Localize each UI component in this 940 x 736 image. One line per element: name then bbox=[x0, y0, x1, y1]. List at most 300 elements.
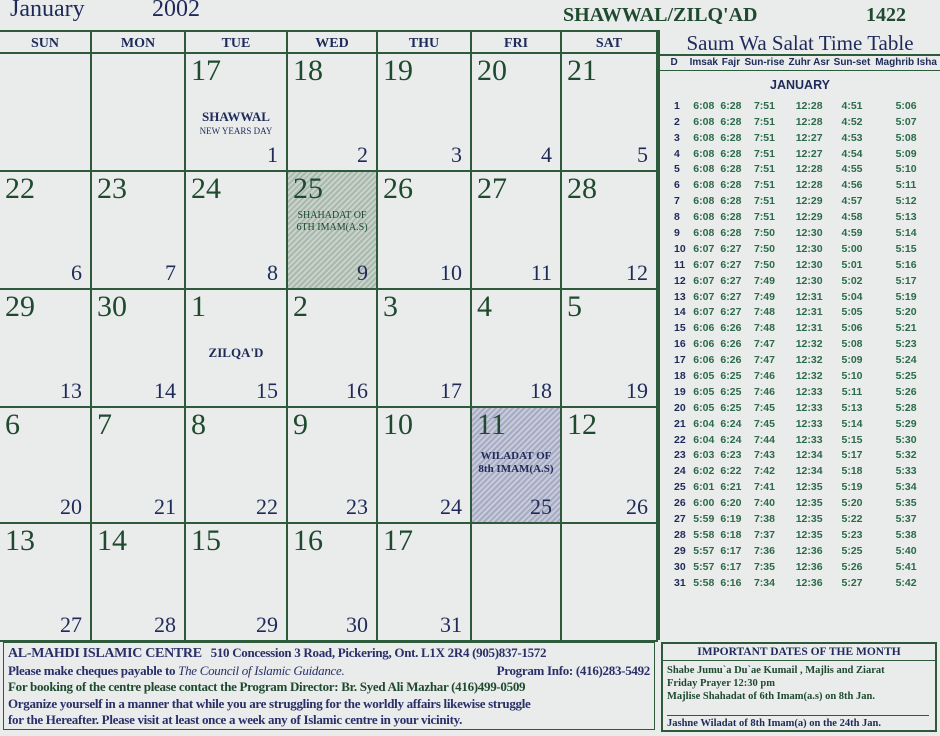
gregorian-date: 17 bbox=[440, 378, 462, 403]
calendar-day[interactable] bbox=[186, 408, 288, 524]
islamic-date: 15 bbox=[191, 524, 221, 557]
islamic-date: 8 bbox=[191, 408, 206, 441]
gregorian-date: 18 bbox=[530, 378, 552, 403]
timetable-cell: 7 bbox=[674, 195, 680, 208]
islamic-date: 28 bbox=[567, 172, 597, 205]
important-item: Shabe Jumu`a Du`ae Kumail , Majlis and Ziarat bbox=[667, 665, 885, 676]
timetable-cell: 12:31 bbox=[795, 306, 823, 319]
gregorian-date: 6 bbox=[71, 260, 82, 285]
important-item: Majlise Shahadat of 6th Imam(a.s) on 8th Jan. bbox=[667, 691, 875, 702]
islamic-date: 21 bbox=[567, 54, 597, 87]
timetable-cell: 8 bbox=[674, 211, 680, 224]
important-item: Friday Prayer 12:30 pm bbox=[667, 678, 775, 689]
timetable-cell: 7:41 bbox=[753, 481, 775, 494]
timetable-cell: 6:02 bbox=[693, 465, 715, 478]
timetable-cell: 5:42 bbox=[895, 576, 917, 589]
timetable-cell: 5:04 bbox=[841, 290, 863, 303]
timetable-cell: 7:50 bbox=[753, 242, 775, 255]
timetable-cell: 25 bbox=[674, 481, 686, 494]
timetable-cell: 6 bbox=[674, 179, 680, 192]
gregorian-date: 3 bbox=[451, 142, 462, 167]
islamic-date: 9 bbox=[293, 408, 308, 441]
timetable-cell: 12:34 bbox=[795, 465, 823, 478]
calendar-day[interactable] bbox=[186, 172, 288, 290]
timetable-cell: 5:40 bbox=[895, 544, 917, 557]
timetable-cell: 6:08 bbox=[693, 226, 715, 239]
timetable-row bbox=[660, 495, 940, 511]
islamic-year: 1422 bbox=[866, 4, 906, 26]
timetable-cell: 7:51 bbox=[753, 99, 775, 112]
timetable-cell: 12:30 bbox=[795, 242, 823, 255]
islamic-date: 19 bbox=[383, 54, 413, 87]
important-dates bbox=[661, 642, 937, 732]
timetable-cell: 6:03 bbox=[693, 449, 715, 462]
islamic-date: 7 bbox=[97, 408, 112, 441]
islamic-date: 1 bbox=[191, 290, 206, 323]
calendar-day[interactable] bbox=[186, 290, 288, 408]
timetable-cell: 7:45 bbox=[753, 401, 775, 414]
calendar-day[interactable] bbox=[92, 408, 186, 524]
timetable-row bbox=[660, 193, 940, 209]
timetable-cell: 5:19 bbox=[841, 481, 863, 494]
islamic-date: 26 bbox=[383, 172, 413, 205]
timetable-title: Saum Wa Salat Time Table bbox=[686, 31, 914, 55]
timetable-cell: 12:32 bbox=[795, 338, 823, 351]
gregorian-date: 22 bbox=[256, 494, 278, 519]
gregorian-date: 24 bbox=[440, 494, 462, 519]
day-header-sat: SAT bbox=[562, 32, 658, 54]
timetable-cell: 12:32 bbox=[795, 369, 823, 382]
timetable-cell: 4:52 bbox=[841, 115, 863, 128]
timetable-cell: 5:17 bbox=[895, 274, 917, 287]
timetable-cell: 7:51 bbox=[753, 211, 775, 224]
timetable-row bbox=[660, 559, 940, 575]
timetable-cell: 6:28 bbox=[720, 226, 742, 239]
day-note-text: SHAHADAT OF 6TH IMAM(A.S) bbox=[296, 210, 368, 233]
payee: The Council of Islamic Guidance. bbox=[178, 662, 345, 678]
timetable-cell: 5:57 bbox=[693, 544, 715, 557]
timetable-cell: 12:36 bbox=[795, 560, 823, 573]
timetable-cell: 5:30 bbox=[895, 433, 917, 446]
timetable-cell: 6:27 bbox=[720, 242, 742, 255]
timetable-cell: 6:06 bbox=[693, 338, 715, 351]
timetable-row bbox=[660, 575, 940, 591]
timetable-cell: 5:57 bbox=[693, 560, 715, 573]
timetable-cell: 6:08 bbox=[693, 195, 715, 208]
timetable-cell: 7:51 bbox=[753, 179, 775, 192]
timetable-row bbox=[660, 241, 940, 257]
timetable-cell: 5:29 bbox=[895, 417, 917, 430]
day-note bbox=[186, 110, 286, 138]
timetable-cell: 5:26 bbox=[895, 385, 917, 398]
islamic-date: 29 bbox=[5, 290, 35, 323]
islamic-date: 11 bbox=[477, 408, 506, 441]
timetable-month: JANUARY bbox=[770, 77, 830, 92]
timetable-cell: 17 bbox=[674, 354, 686, 367]
timetable-cell: 7:45 bbox=[753, 417, 775, 430]
timetable-cell: 7:34 bbox=[753, 576, 775, 589]
timetable-cell: 7:51 bbox=[753, 163, 775, 176]
timetable-cell: 6:25 bbox=[720, 385, 742, 398]
timetable-cell: 12:27 bbox=[795, 147, 823, 160]
islamic-date: 20 bbox=[477, 54, 507, 87]
islamic-date: 13 bbox=[5, 524, 35, 557]
timetable-cell: 6:07 bbox=[693, 290, 715, 303]
timetable-cell: 7:46 bbox=[753, 369, 775, 382]
timetable-cell: 5:13 bbox=[895, 211, 917, 224]
program-info: Program Info: (416)283-5492 bbox=[496, 662, 650, 678]
gregorian-date: 23 bbox=[346, 494, 368, 519]
timetable-cell: 15 bbox=[674, 322, 686, 335]
timetable-cell: 6:27 bbox=[720, 306, 742, 319]
calendar-day[interactable] bbox=[378, 408, 472, 524]
timetable-row bbox=[660, 98, 940, 114]
calendar-day[interactable] bbox=[378, 524, 472, 642]
timetable-cell: 26 bbox=[674, 497, 686, 510]
timetable-col-header: Sun-rise bbox=[742, 55, 786, 71]
timetable-cell: 6:28 bbox=[720, 211, 742, 224]
timetable-cell: 24 bbox=[674, 465, 686, 478]
timetable-cell: 7:48 bbox=[753, 322, 775, 335]
calendar-day[interactable] bbox=[92, 524, 186, 642]
month-title: January bbox=[10, 0, 85, 22]
timetable-row bbox=[660, 161, 940, 177]
centre-address: 510 Concession 3 Road, Pickering, Ont. L1X 2R4 (905)837-1572 bbox=[210, 645, 547, 660]
calendar-day[interactable] bbox=[92, 172, 186, 290]
timetable-row bbox=[660, 289, 940, 305]
calendar-day[interactable] bbox=[288, 290, 378, 408]
islamic-date: 6 bbox=[5, 408, 20, 441]
timetable-cell: 5:20 bbox=[895, 306, 917, 319]
timetable-cell: 5:18 bbox=[841, 465, 863, 478]
gregorian-date: 7 bbox=[165, 260, 176, 285]
gregorian-date: 19 bbox=[626, 378, 648, 403]
timetable-cell: 5:21 bbox=[895, 322, 917, 335]
gregorian-date: 14 bbox=[154, 378, 176, 403]
calendar-day[interactable] bbox=[472, 54, 562, 172]
gregorian-date: 4 bbox=[541, 142, 552, 167]
timetable-cell: 9 bbox=[674, 226, 680, 239]
timetable-cell: 6:27 bbox=[720, 258, 742, 271]
calendar-day[interactable] bbox=[378, 172, 472, 290]
timetable-cell: 5:19 bbox=[895, 290, 917, 303]
timetable-row bbox=[660, 479, 940, 495]
calendar-day[interactable] bbox=[472, 408, 562, 524]
timetable-cell: 6:28 bbox=[720, 163, 742, 176]
islamic-date: 30 bbox=[97, 290, 127, 323]
calendar-empty-cell bbox=[562, 524, 658, 642]
gregorian-date: 10 bbox=[440, 260, 462, 285]
timetable-cell: 2 bbox=[674, 115, 680, 128]
timetable-cell: 6:18 bbox=[720, 528, 742, 541]
timetable-cell: 6:20 bbox=[720, 497, 742, 510]
timetable-cell: 7:36 bbox=[753, 544, 775, 557]
timetable-cell: 7:38 bbox=[753, 512, 775, 525]
calendar-day[interactable] bbox=[562, 172, 658, 290]
timetable-cell: 12:27 bbox=[795, 131, 823, 144]
year-title: 2002 bbox=[152, 0, 200, 22]
calendar-day[interactable] bbox=[0, 290, 92, 408]
timetable-cell: 7:51 bbox=[753, 195, 775, 208]
important-item-last: Jashne Wiladat of 8th Imam(a) on the 24th Jan. bbox=[667, 715, 929, 729]
timetable-cell: 5:23 bbox=[841, 528, 863, 541]
timetable-cell: 6:28 bbox=[720, 179, 742, 192]
advice-line-1: Organize yourself in a manner that while you are struggling for the worldly affairs likewise struggle bbox=[8, 695, 531, 711]
calendar-day[interactable] bbox=[0, 408, 92, 524]
timetable-cell: 12:28 bbox=[795, 115, 823, 128]
timetable-row bbox=[660, 336, 940, 352]
timetable-cell: 4:59 bbox=[841, 226, 863, 239]
timetable-row bbox=[660, 527, 940, 543]
timetable-cell: 5:58 bbox=[693, 576, 715, 589]
timetable-cell: 12:28 bbox=[795, 163, 823, 176]
timetable-cell: 5:16 bbox=[895, 258, 917, 271]
timetable-cell: 6:08 bbox=[693, 211, 715, 224]
timetable-cell: 5:59 bbox=[693, 512, 715, 525]
timetable-cell: 5:38 bbox=[895, 528, 917, 541]
timetable-cell: 6:00 bbox=[693, 497, 715, 510]
timetable-cell: 5:15 bbox=[841, 433, 863, 446]
timetable-cell: 6:25 bbox=[720, 401, 742, 414]
gregorian-date: 15 bbox=[256, 378, 278, 403]
timetable-cell: 12:30 bbox=[795, 258, 823, 271]
timetable-cell: 7:47 bbox=[753, 354, 775, 367]
gregorian-date: 25 bbox=[530, 494, 552, 519]
timetable-cell: 31 bbox=[674, 576, 686, 589]
calendar-day[interactable] bbox=[288, 408, 378, 524]
timetable-col-header: Fajr bbox=[719, 55, 742, 71]
timetable-cell: 14 bbox=[674, 306, 686, 319]
islamic-date: 17 bbox=[191, 54, 221, 87]
timetable-cell: 7:50 bbox=[753, 258, 775, 271]
centre-name: AL-MAHDI ISLAMIC CENTRE bbox=[8, 646, 202, 661]
timetable-cell: 6:28 bbox=[720, 115, 742, 128]
timetable-cell: 5:14 bbox=[895, 226, 917, 239]
timetable-cell: 6:08 bbox=[693, 147, 715, 160]
gregorian-date: 26 bbox=[626, 494, 648, 519]
timetable-cell: 4:57 bbox=[841, 195, 863, 208]
important-title: IMPORTANT DATES OF THE MONTH bbox=[663, 644, 935, 661]
gregorian-date: 5 bbox=[637, 142, 648, 167]
calendar-day[interactable] bbox=[186, 524, 288, 642]
timetable-cell: 6:28 bbox=[720, 131, 742, 144]
timetable-cell: 4:56 bbox=[841, 179, 863, 192]
timetable-cell: 12:35 bbox=[795, 512, 823, 525]
gregorian-date: 21 bbox=[154, 494, 176, 519]
day-note-sub: NEW YEARS DAY bbox=[199, 126, 273, 136]
islamic-date: 2 bbox=[293, 290, 308, 323]
gregorian-date: 2 bbox=[357, 142, 368, 167]
timetable-cell: 6:08 bbox=[693, 115, 715, 128]
timetable-cell: 12:28 bbox=[795, 179, 823, 192]
timetable-cell: 5:32 bbox=[895, 449, 917, 462]
timetable-cell: 3 bbox=[674, 131, 680, 144]
timetable-cell: 7:50 bbox=[753, 226, 775, 239]
day-note-text: WILADAT OF 8th IMAM(A.S) bbox=[478, 450, 554, 475]
timetable-cell: 6:06 bbox=[693, 322, 715, 335]
calendar-day[interactable] bbox=[562, 54, 658, 172]
timetable-row bbox=[660, 257, 940, 273]
timetable-cell: 12:33 bbox=[795, 401, 823, 414]
timetable-cell: 4:54 bbox=[841, 147, 863, 160]
calendar-day[interactable] bbox=[288, 172, 378, 290]
calendar-day[interactable] bbox=[562, 408, 658, 524]
timetable-cell: 12:33 bbox=[795, 433, 823, 446]
timetable-cell: 6:16 bbox=[720, 576, 742, 589]
timetable-cell: 13 bbox=[674, 290, 686, 303]
calendar-day[interactable] bbox=[378, 54, 472, 172]
timetable-cell: 5 bbox=[674, 163, 680, 176]
timetable-cell: 5:06 bbox=[895, 99, 917, 112]
timetable-row bbox=[660, 368, 940, 384]
timetable-cell: 12:32 bbox=[795, 354, 823, 367]
timetable-cell: 7:40 bbox=[753, 497, 775, 510]
timetable-cell: 6:26 bbox=[720, 354, 742, 367]
gregorian-date: 1 bbox=[267, 142, 278, 167]
calendar-day[interactable] bbox=[472, 290, 562, 408]
timetable-cell: 5:33 bbox=[895, 465, 917, 478]
calendar-day[interactable] bbox=[0, 172, 92, 290]
timetable-cell: 7:44 bbox=[753, 433, 775, 446]
timetable-cell: 5:12 bbox=[895, 195, 917, 208]
timetable-cell: 12:33 bbox=[795, 385, 823, 398]
islamic-date: 24 bbox=[191, 172, 221, 205]
centre-info bbox=[3, 642, 655, 730]
timetable-cell: 6:28 bbox=[720, 147, 742, 160]
timetable-cell: 18 bbox=[674, 369, 686, 382]
timetable-cell: 6:21 bbox=[720, 481, 742, 494]
timetable-cell: 12 bbox=[674, 274, 686, 287]
timetable-cell: 7:47 bbox=[753, 338, 775, 351]
timetable-cell: 6:23 bbox=[720, 449, 742, 462]
timetable-row bbox=[660, 384, 940, 400]
islamic-date: 18 bbox=[293, 54, 323, 87]
calendar-empty-cell bbox=[472, 524, 562, 642]
timetable-cell: 6:08 bbox=[693, 179, 715, 192]
timetable-row bbox=[660, 209, 940, 225]
timetable-cell: 5:58 bbox=[693, 528, 715, 541]
calendar-day[interactable] bbox=[92, 290, 186, 408]
timetable-cell: 5:10 bbox=[841, 369, 863, 382]
timetable-row bbox=[660, 511, 940, 527]
timetable-cell: 7:51 bbox=[753, 115, 775, 128]
timetable-cell: 16 bbox=[674, 338, 686, 351]
timetable-cell: 5:25 bbox=[895, 369, 917, 382]
timetable-cell: 6:07 bbox=[693, 274, 715, 287]
timetable-cell: 7:51 bbox=[753, 131, 775, 144]
timetable-row bbox=[660, 432, 940, 448]
day-note bbox=[472, 450, 560, 476]
timetable-cell: 10 bbox=[674, 242, 686, 255]
timetable-cell: 19 bbox=[674, 385, 686, 398]
timetable-cell: 5:01 bbox=[841, 258, 863, 271]
timetable-cell: 12:35 bbox=[795, 497, 823, 510]
calendar-day[interactable] bbox=[288, 54, 378, 172]
timetable-cell: 6:05 bbox=[693, 369, 715, 382]
islamic-date: 27 bbox=[477, 172, 507, 205]
timetable-cell: 6:28 bbox=[720, 195, 742, 208]
timetable-cell: 5:22 bbox=[841, 512, 863, 525]
timetable-cell: 7:48 bbox=[753, 306, 775, 319]
timetable-cell: 28 bbox=[674, 528, 686, 541]
timetable-cell: 6:24 bbox=[720, 433, 742, 446]
timetable-cell: 5:14 bbox=[841, 417, 863, 430]
timetable-cell: 5:37 bbox=[895, 512, 917, 525]
timetable-cell: 11 bbox=[674, 258, 686, 271]
timetable-cell: 5:17 bbox=[841, 449, 863, 462]
timetable-cell: 12:30 bbox=[795, 226, 823, 239]
day-header-thu: THU bbox=[378, 32, 472, 54]
timetable-cell: 6:26 bbox=[720, 322, 742, 335]
gregorian-date: 31 bbox=[440, 612, 462, 637]
timetable-cell: 7:37 bbox=[753, 528, 775, 541]
gregorian-date: 16 bbox=[346, 378, 368, 403]
timetable-cell: 6:05 bbox=[693, 385, 715, 398]
calendar-day[interactable] bbox=[0, 524, 92, 642]
calendar-day[interactable] bbox=[562, 290, 658, 408]
timetable-row bbox=[660, 416, 940, 432]
timetable-row bbox=[660, 146, 940, 162]
timetable-cell: 5:23 bbox=[895, 338, 917, 351]
timetable-row bbox=[660, 447, 940, 463]
calendar-day[interactable] bbox=[288, 524, 378, 642]
gregorian-date: 11 bbox=[530, 260, 552, 285]
islamic-date: 16 bbox=[293, 524, 323, 557]
timetable-cell: 6:08 bbox=[693, 163, 715, 176]
day-header-tue: TUE bbox=[186, 32, 288, 54]
timetable-cell: 4 bbox=[674, 147, 680, 160]
calendar-empty-cell bbox=[92, 54, 186, 172]
timetable-row bbox=[660, 463, 940, 479]
timetable-cell: 12:36 bbox=[795, 544, 823, 557]
calendar-day[interactable] bbox=[186, 54, 288, 172]
timetable-cell: 6:04 bbox=[693, 417, 715, 430]
timetable-cell: 5:35 bbox=[895, 497, 917, 510]
gregorian-date: 8 bbox=[267, 260, 278, 285]
gregorian-date: 28 bbox=[154, 612, 176, 637]
islamic-date: 14 bbox=[97, 524, 127, 557]
timetable-cell: 12:35 bbox=[795, 528, 823, 541]
timetable-cell: 5:11 bbox=[841, 385, 863, 398]
day-header-mon: MON bbox=[92, 32, 186, 54]
timetable-row bbox=[660, 114, 940, 130]
booking-info: For booking of the centre please contact the Program Director: Br. Syed Ali Mazhar (416)499-0509 bbox=[8, 679, 526, 694]
islamic-date: 5 bbox=[567, 290, 582, 323]
timetable-cell: 12:34 bbox=[795, 449, 823, 462]
timetable-cell: 1 bbox=[674, 99, 680, 112]
calendar-day[interactable] bbox=[472, 172, 562, 290]
timetable-col-header: Imsak bbox=[688, 55, 719, 71]
timetable-cell: 21 bbox=[674, 417, 686, 430]
timetable-cell: 6:01 bbox=[693, 481, 715, 494]
calendar-empty-cell bbox=[0, 54, 92, 172]
timetable-row bbox=[660, 304, 940, 320]
calendar-day[interactable] bbox=[378, 290, 472, 408]
day-note bbox=[186, 346, 286, 360]
timetable-table bbox=[660, 54, 940, 591]
calendar-grid bbox=[0, 30, 658, 642]
timetable-cell: 12:35 bbox=[795, 481, 823, 494]
timetable-row bbox=[660, 543, 940, 559]
timetable-cell: 5:26 bbox=[841, 560, 863, 573]
timetable-cell: 4:58 bbox=[841, 211, 863, 224]
gregorian-date: 13 bbox=[60, 378, 82, 403]
timetable-cell: 30 bbox=[674, 560, 686, 573]
timetable-cell: 12:36 bbox=[795, 576, 823, 589]
timetable-cell: 5:08 bbox=[895, 131, 917, 144]
timetable-cell: 6:08 bbox=[693, 131, 715, 144]
timetable-cell: 6:06 bbox=[693, 354, 715, 367]
